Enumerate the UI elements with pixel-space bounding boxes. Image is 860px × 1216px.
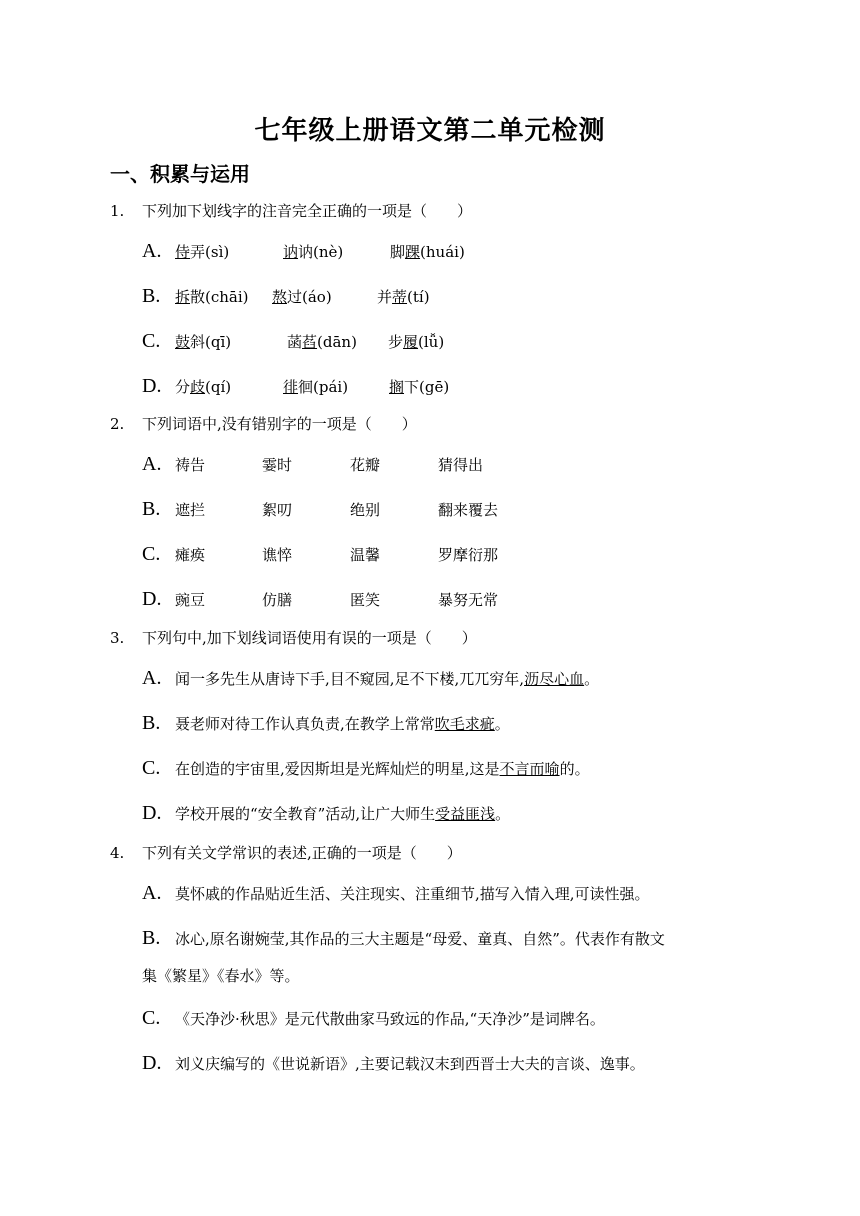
page-title: 七年级上册语文第二单元检测	[254, 116, 606, 146]
word: 瘫痪	[175, 546, 206, 564]
option-letter: D.	[142, 802, 162, 824]
word: 温馨	[350, 546, 381, 564]
word: 祷告	[175, 456, 206, 474]
q1-option-a	[142, 240, 465, 263]
q2-option-b	[142, 498, 498, 521]
q3-option-b	[142, 712, 510, 735]
word: 遮拦	[175, 501, 206, 519]
underlined-char: 搁	[389, 378, 405, 396]
question-number: 4.	[110, 844, 125, 862]
option-text: 莫怀戚的作品贴近生活、关注现实、注重细节,描写入情入理,可读性强。	[175, 885, 650, 903]
option-text: 刘义庆编写的《世说新语》,主要记载汉末到西晋士大夫的言谈、逸事。	[175, 1055, 645, 1073]
word: 霎时	[262, 456, 293, 474]
term-rest: (lǚ)	[418, 333, 445, 351]
question-text: 下列句中,加下划线词语使用有误的一项是（ ）	[142, 629, 477, 647]
question-3	[110, 628, 477, 648]
term-rest: (qí)	[205, 378, 232, 396]
option-letter: D.	[142, 1052, 162, 1074]
q4-option-b-continued: 集《繁星》《春水》等。	[142, 967, 300, 985]
section-heading: 一、积累与运用	[110, 162, 250, 186]
option-letter: C.	[142, 1007, 161, 1029]
option-letter: A.	[142, 453, 162, 475]
word: 暴努无常	[438, 591, 499, 609]
underlined-char: 萏	[302, 333, 318, 351]
word: 罗摩衍那	[438, 546, 499, 564]
option-letter: C.	[142, 757, 161, 779]
term-lead: 步	[388, 333, 404, 351]
question-2	[110, 414, 417, 434]
q4-option-c	[142, 1007, 605, 1030]
q4-option-a	[142, 882, 650, 905]
q4-option-b	[142, 927, 665, 950]
word: 花瓣	[350, 456, 381, 474]
option-text-end: 。	[495, 805, 511, 823]
option-letter: A.	[142, 240, 162, 262]
term-rest: 徊(pái)	[298, 378, 349, 396]
underlined-char: 侍	[175, 243, 191, 261]
word: 絮叨	[262, 501, 293, 519]
question-text: 下列词语中,没有错别字的一项是（ ）	[142, 415, 417, 433]
question-text: 下列加下划线字的注音完全正确的一项是（ ）	[142, 202, 473, 220]
q4-option-d	[142, 1052, 645, 1075]
option-letter: D.	[142, 375, 162, 397]
term-rest: 过(áo)	[287, 288, 332, 306]
word: 猜得出	[438, 456, 484, 474]
question-number: 1.	[110, 202, 125, 220]
term-rest: (tí)	[407, 288, 430, 306]
underlined-phrase: 沥尽心血	[524, 670, 585, 688]
option-letter: B.	[142, 498, 161, 520]
q3-option-d	[142, 802, 510, 825]
option-text-end: 。	[584, 670, 600, 688]
option-letter: C.	[142, 543, 161, 565]
term-rest: 散(chāi)	[190, 288, 249, 306]
question-text: 下列有关文学常识的表述,正确的一项是（ ）	[142, 844, 462, 862]
underlined-phrase: 受益匪浅	[435, 805, 496, 823]
term-lead: 菡	[287, 333, 303, 351]
option-letter: B.	[142, 927, 161, 949]
term-rest: (dān)	[317, 333, 357, 351]
option-text: 闻一多先生从唐诗下手,目不窥园,足不下楼,兀兀穷年,	[175, 670, 525, 688]
underlined-char: 熬	[272, 288, 288, 306]
word: 绝别	[350, 501, 381, 519]
question-4	[110, 843, 462, 863]
underlined-char: 讷	[283, 243, 299, 261]
question-number: 2.	[110, 415, 125, 433]
option-text: 学校开展的“安全教育”活动,让广大师生	[175, 805, 436, 823]
q1-option-b	[142, 285, 430, 308]
option-letter: A.	[142, 667, 162, 689]
q3-option-c	[142, 757, 590, 780]
underlined-char: 履	[403, 333, 419, 351]
term-lead: 并	[377, 288, 393, 306]
term-rest: 斜(qī)	[190, 333, 232, 351]
q2-option-a	[142, 453, 483, 476]
question-number: 3.	[110, 629, 125, 647]
underlined-char: 徘	[283, 378, 299, 396]
word: 豌豆	[175, 591, 206, 609]
option-letter: B.	[142, 285, 161, 307]
option-text: 在创造的宇宙里,爱因斯坦是光辉灿烂的明星,这是	[175, 760, 500, 778]
option-letter: A.	[142, 882, 162, 904]
option-letter: C.	[142, 330, 161, 352]
word: 谯悴	[262, 546, 293, 564]
q1-option-c	[142, 330, 444, 353]
q3-option-a	[142, 667, 599, 690]
word: 翻来覆去	[438, 501, 499, 519]
term-rest: 弄(sì)	[190, 243, 230, 261]
underlined-phrase: 吹毛求疵	[434, 715, 495, 733]
option-letter: B.	[142, 712, 161, 734]
q1-option-d	[142, 375, 449, 398]
term-rest: 讷(nè)	[298, 243, 344, 261]
option-text: 冰心,原名谢婉莹,其作品的三大主题是“母爱、童真、自然”。代表作有散文	[175, 930, 665, 948]
q2-option-c	[142, 543, 498, 566]
option-text-end: 。	[494, 715, 510, 733]
term-rest: (huái)	[420, 243, 465, 261]
underlined-char: 歧	[190, 378, 206, 396]
option-text: 聂老师对待工作认真负责,在教学上常常	[175, 715, 435, 733]
question-1	[110, 201, 472, 221]
option-text: 《天净沙·秋思》是元代散曲家马致远的作品,“天净沙”是词牌名。	[175, 1010, 605, 1028]
q2-option-d	[142, 588, 498, 611]
option-letter: D.	[142, 588, 162, 610]
term-lead: 脚	[390, 243, 406, 261]
term-lead: 分	[175, 378, 191, 396]
underlined-char: 拆	[175, 288, 191, 306]
underlined-char: 蒂	[392, 288, 408, 306]
word: 仿膳	[262, 591, 293, 609]
underlined-phrase: 不言而喻	[499, 760, 560, 778]
option-text-end: 的。	[559, 760, 590, 778]
term-rest: 下(gē)	[404, 378, 450, 396]
word: 匿笑	[350, 591, 381, 609]
underlined-char: 踝	[405, 243, 421, 261]
underlined-char: 鼓	[175, 333, 191, 351]
